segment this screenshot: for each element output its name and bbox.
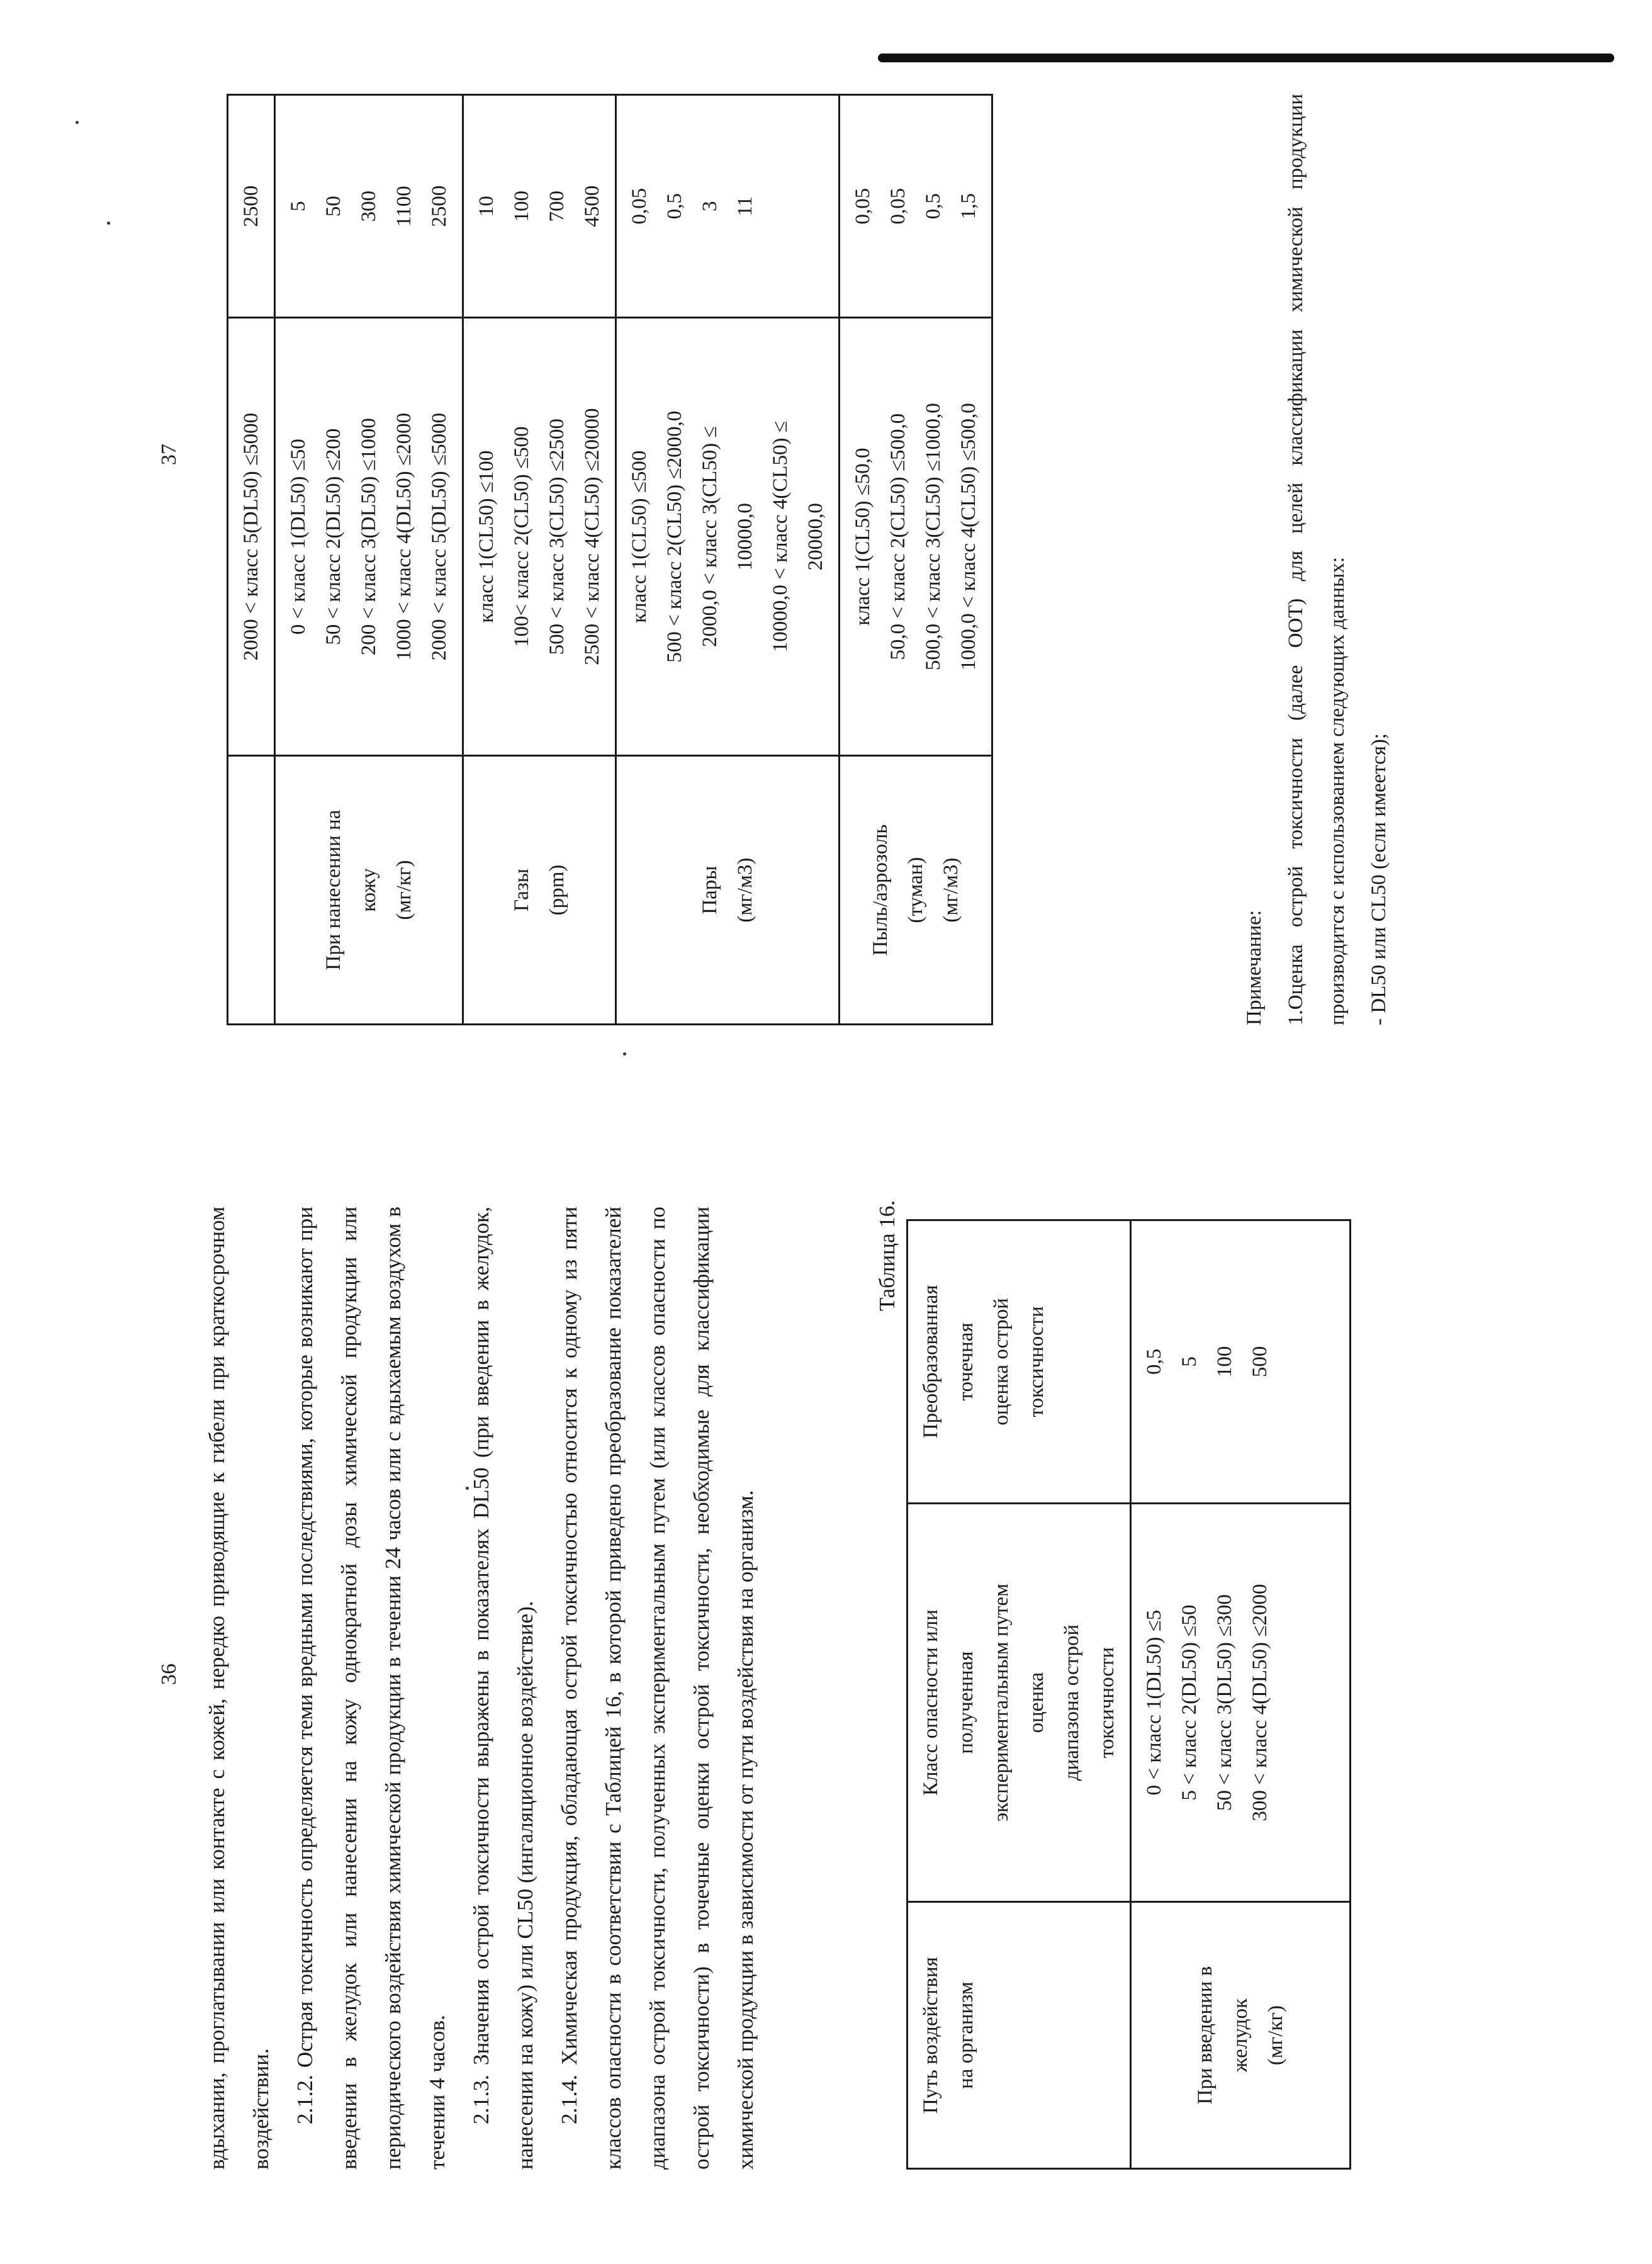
notes [1233, 94, 1400, 1025]
toxicity-table-16 [906, 1219, 1351, 2170]
note-item-1: 1.Оценка острой токсичности (далее ООТ) для целей классификации химической продукции производится с использованием следующих данных: [1284, 94, 1349, 1025]
scan-speck [623, 1052, 626, 1056]
table-row-skin [275, 95, 463, 1025]
table-row-gases [463, 95, 616, 1025]
route-empty [228, 756, 275, 1025]
route-vapours: Пары (мг/м3) [616, 756, 840, 1025]
scan-speck [107, 222, 110, 225]
class-range: 2000 < класс 5(DL50) ≤5000 [228, 318, 275, 756]
paragraph: вдыхании, проглатывании или контакте с кожей, нередко приводящие к гибели при краткосрочном воздействии. [205, 1207, 273, 2170]
class-ranges: класс 1(CL50) ≤50,0 50,0 < класс 2(CL50) ≤500,0 500,0 < класс 3(CL50) ≤1000,0 1000,0 < класс 4(CL50) ≤500,0 [840, 318, 992, 756]
scan-edge-rule [878, 54, 1614, 62]
page-37 [0, 1, 1652, 1132]
class-ranges: класс 1(CL50) ≤100 100< класс 2(CL50) ≤500 500 < класс 3(CL50) ≤2500 2500 < класс 4(CL50) ≤20000 [463, 318, 616, 756]
table-row-oral-class5 [228, 95, 275, 1025]
body-text [195, 1207, 768, 2170]
class-ranges: 0 < класс 1(DL50) ≤50 50 < класс 2(DL50) ≤200 200 < класс 3(DL50) ≤1000 1000 < класс 4(DL50) ≤2000 2000 < класс 5(DL50) ≤5000 [275, 318, 463, 756]
paragraph-2-1-4: 2.1.4. Химическая продукция, обладающая острой токсичностью относится к одному из пяти классов опасности в соответствии с Таблицей 16, в которой приведено преобразование показателей диапазона острой токсичности, полученных экспериментальным путем (или классов опасности по острой токсичности) в точечные оценки острой токсичности, необходимые для классификации химической продукции в зависимости от пути воздействия на организм. [557, 1207, 758, 2170]
table-row-oral [1131, 1220, 1351, 2169]
point-estimate: 2500 [228, 95, 275, 318]
table-caption: Таблица 16. [875, 1200, 899, 1311]
route-gases: Газы (ppm) [463, 756, 616, 1025]
route-dust: Пыль/аэрозоль (туман) (мг/м3) [840, 756, 992, 1025]
route-oral: При введении в желудок (мг/кг) [1131, 1902, 1351, 2169]
point-estimates: 5 50 300 1100 2500 [275, 95, 463, 318]
scan-speck [466, 1487, 469, 1490]
note-item-2: - DL50 или CL50 (если имеется); [1368, 733, 1390, 1025]
page-number: 36 [157, 1664, 181, 1685]
paragraph-2-1-2: 2.1.2. Острая токсичность определяется теми вредными последствиями, которые возникают при введении в желудок или нанесении на кожу однократной дозы химической продукции или периодического воздействия химической продукции в течении 24 часов или с вдыхаемым воздухом в течении 4 часов. [293, 1207, 449, 2170]
header-point-estimate: Преобразованная точечная оценка острой токсичности [907, 1220, 1131, 1504]
table-header-row [907, 1220, 1131, 2169]
toxicity-table-continued [227, 94, 993, 1025]
point-estimates: 0,05 0,5 3 11 [616, 95, 840, 318]
table-row-dust [840, 95, 992, 1025]
scan-speck [76, 121, 79, 124]
point-estimates: 0,5 5 100 500 [1131, 1220, 1351, 1504]
class-ranges: класс 1(CL50) ≤500 500 < класс 2(CL50) ≤2000,0 2000,0 < класс 3(CL50) ≤ 10000,0 10000,0 < класс 4(CL50) ≤ 20000,0 [616, 318, 840, 756]
point-estimates: 0,05 0,05 0,5 1,5 [840, 95, 992, 318]
page-36 [0, 1132, 1652, 2264]
point-estimates: 10 100 700 4500 [463, 95, 616, 318]
table-row-vapours [616, 95, 840, 1025]
page-number: 37 [157, 444, 181, 465]
paragraph-2-1-3: 2.1.3. Значения острой токсичности выражены в показателях DL50 (при введении в желудок, нанесении на кожу) или CL50 (ингаляционное воздействие). [469, 1207, 537, 2170]
notes-heading: Примечание: [1243, 910, 1266, 1025]
header-class: Класс опасности или полученная экспериментальным путем оценка диапазона острой токсичности [907, 1503, 1131, 1901]
header-route: Путь воздействия на организм [907, 1902, 1131, 2169]
class-ranges: 0 < класс 1(DL50) ≤5 5 < класс 2(DL50) ≤50 50 < класс 3(DL50) ≤300 300 < класс 4(DL50) ≤2000 [1131, 1503, 1351, 1901]
route-skin: При нанесении на кожу (мг/кг) [275, 756, 463, 1025]
